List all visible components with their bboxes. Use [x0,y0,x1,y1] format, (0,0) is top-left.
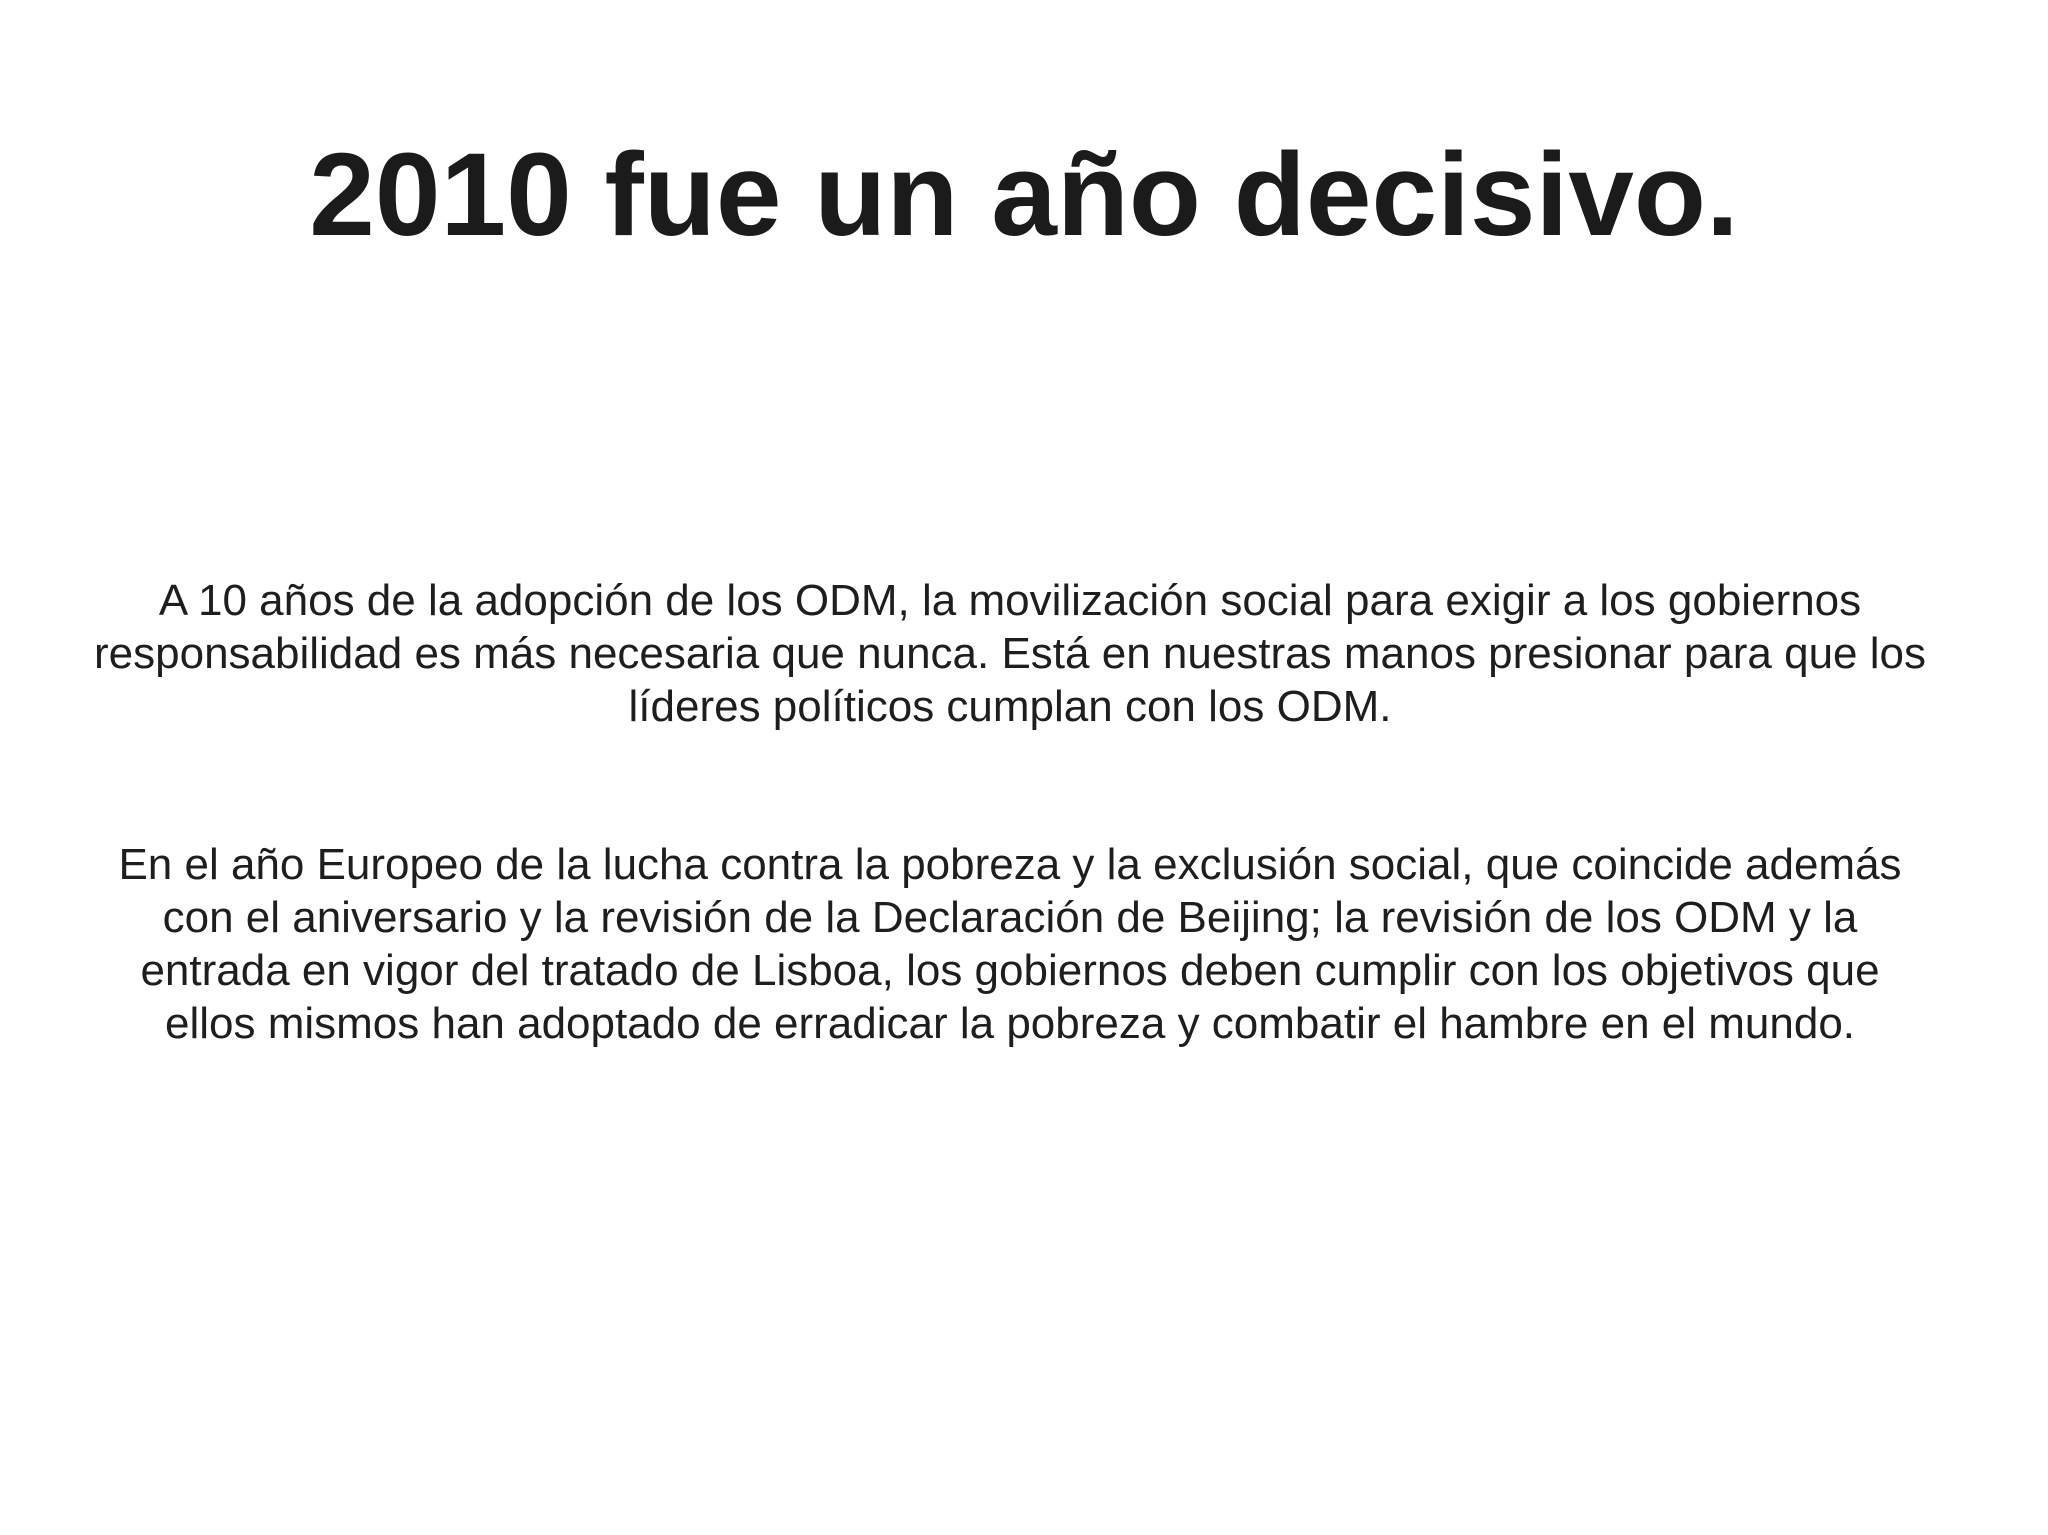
paragraph-odm-mobilization: A 10 años de la adopción de los ODM, la movilización social para exigir a los gobiernos responsabilidad es más necesaria que nunca. Está en nuestras manos presionar para que los líderes políticos cumplan con los ODM. [94,576,1926,731]
slide-title: 2010 fue un año decisivo. [309,129,1739,261]
paragraph-european-year: En el año Europeo de la lucha contra la pobreza y la exclusión social, que coincide además con el aniversario y la revisión de la Declaración de Beijing; la revisión de los ODM y la entrada en vigor del tratado de Lisboa, los gobiernos deben cumplir con los objetivos que ellos mismos han adoptado de erradicar la pobreza y combatir el hambre en el mundo. [118,840,1902,1048]
